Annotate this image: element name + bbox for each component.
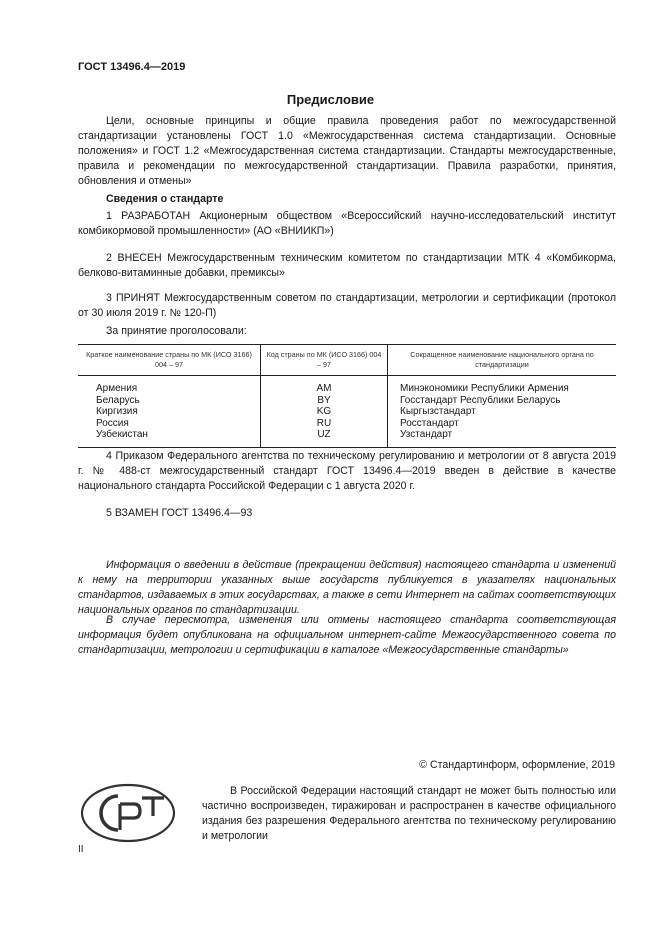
standards-body: Росстандарт [388,418,617,430]
page-title: Предисловие [286,92,375,107]
copyright-notice: © Стандартинформ, оформление, 2019 [419,759,615,771]
document-id: ГОСТ 13496.4—2019 [78,61,186,73]
standards-body: Минэкономики Республики Армения [388,376,617,395]
item-submitted: 2 ВНЕСЕН Межгосударственным техническим комитетом по стандартизации МТК 4 «Комбикорма, белково-витаминные добавки, премиксы» [78,252,616,279]
page-number: II [78,844,84,855]
table-row [78,406,616,418]
country-code: KG [261,406,388,418]
pct-mark-icon [80,782,178,844]
country-code: AM [261,376,388,395]
table-row [78,418,616,430]
country-name: Армения [96,383,138,394]
country-code: RU [261,418,388,430]
country-name: Россия [96,417,129,429]
column-header-country: Краткое наименование страны по МК (ИСО 3166) 004 – 97 [78,345,261,376]
country-name: Беларусь [96,394,140,406]
voting-countries-table [78,344,616,448]
item-developed: 1 РАЗРАБОТАН Акционерным обществом «Всероссийский научно-исследовательский институт комбикормовой промышленности» (АО «ВНИИКП») [78,210,616,237]
table-row [78,376,616,395]
country-code: UZ [261,429,388,447]
standards-body: Узстандарт [388,429,617,447]
rights-notice: В Российской Федерации настоящий стандарт не может быть полностью или частично воспроизведен, тиражирован и распространен в качестве официального издания без разрешения Федерального агентства по техническому регулированию и метрологии [202,785,616,842]
standards-body: Кыргызстандарт [388,406,617,418]
vote-label: За принятие проголосовали: [106,325,247,337]
item-enacted: 4 Приказом Федерального агентства по техническому регулированию и метрологии от 8 августа 2019 г. № 488-ст межгосударственный стандарт ГОСТ 13496.4—2019 введен в действие в качестве национального стандарта Российской Федерации с 1 августа 2020 г. [78,450,616,492]
item-adopted: 3 ПРИНЯТ Межгосударственным советом по стандартизации, метрологии и сертификации (протокол от 30 июля 2019 г. № 120-П) [78,292,616,319]
intro-paragraph: Цели, основные принципы и общие правила проведения работ по межгосударственной стандартизации установлены ГОСТ 1.0 «Межгосударственная система стандартизации. Основные положения» и ГОСТ 1.2 «Межгосударственная система стандартизации. Стандарты межгосударственные, правила и рекомендации по межгосударственной стандартизации. Правила разработки, принятия, обновления и отмены» [78,115,616,187]
country-name: Киргизия [96,406,138,417]
column-header-body: Сокращенное наименование национального органа по стандартизации [388,345,617,376]
section-subheading: Сведения о стандарте [106,193,224,205]
item-replaces: 5 ВЗАМЕН ГОСТ 13496.4—93 [106,507,253,519]
table-row [78,429,616,447]
country-name: Узбекистан [78,429,261,447]
standards-body: Госстандарт Республики Беларусь [388,395,617,407]
table-header-row [78,345,616,376]
info-publication-note: Информация о введении в действие (прекращении действия) настоящего стандарта и изменений к нему на территории указанных выше государств публикуется в указателях национальных стандартов, издаваемых в этих государствах, а также в сети Интернет на сайтах соответствующих национальных органов по стандартизации. [78,559,616,616]
country-code: BY [261,395,388,407]
info-revision-note: В случае пересмотра, изменения или отмены настоящего стандарта соответствующая информация будет опубликована на официальном интернет-сайте Межгосударственного совета по стандартизации, метрологии и сертификации в каталоге «Межгосударственные стандарты» [78,614,616,656]
table-row [78,395,616,407]
column-header-code: Код страны по МК (ИСО 3166) 004 – 97 [261,345,388,376]
